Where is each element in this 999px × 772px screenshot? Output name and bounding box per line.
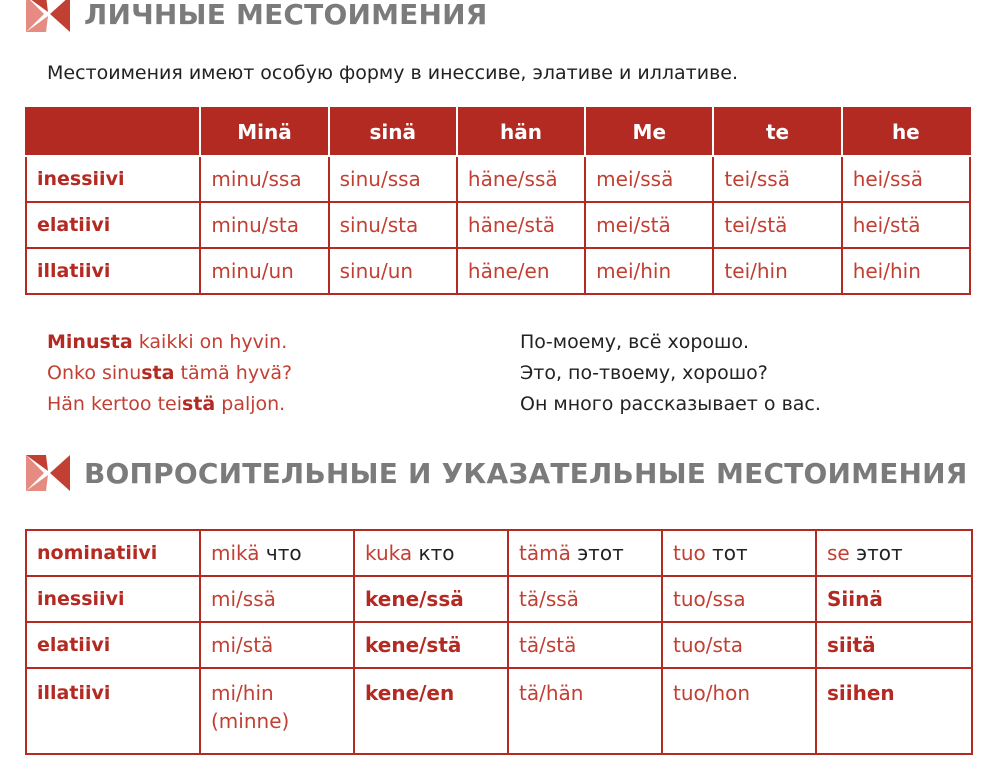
header-cell: sinä [329,108,457,156]
finnish-examples [47,327,292,420]
russian-word: кто [412,541,455,565]
table-cell: tuo/sta [662,622,816,668]
table-row [26,248,970,294]
example-part: Onko sinu [47,362,142,384]
table-row [26,668,972,754]
table-row [26,202,970,248]
table-cell: mei/hin [585,248,713,294]
table-cell: siihen [816,668,972,754]
section-heading-personal [24,0,488,34]
brand-x-logo-icon [24,0,72,34]
table-cell: minu/un [200,248,328,294]
table-cell: minu/ssa [200,156,328,202]
header-cell: he [842,108,970,156]
table-cell: tä/stä [508,622,662,668]
header-cell: te [713,108,841,156]
finnish-word: tämä [519,541,571,565]
brand-x-logo-icon [24,453,72,493]
table-cell [662,530,816,576]
table-cell: tuo/hon [662,668,816,754]
example-part: paljon. [215,393,286,415]
table-cell [816,530,972,576]
table-row [26,156,970,202]
example-part: Hän kertoo tei [47,393,182,415]
case-label: inessiivi [26,576,200,622]
table-cell: kene/stä [354,622,508,668]
example-part: tämä hyvä? [174,362,293,384]
example-line [47,358,292,389]
table-cell: hei/stä [842,202,970,248]
translation-line: Это, по-твоему, хорошо? [520,362,768,384]
russian-word: этот [849,541,903,565]
table-cell: mei/stä [585,202,713,248]
table-cell [508,530,662,576]
header-cell: hän [457,108,585,156]
header-cell [26,108,200,156]
table-cell: tä/ssä [508,576,662,622]
table-cell: sinu/ssa [329,156,457,202]
finnish-word: tuo [673,541,706,565]
table-cell: tei/hin [713,248,841,294]
case-label: illatiivi [26,668,200,754]
table-cell [200,530,354,576]
case-label: nominatiivi [26,530,200,576]
table-cell: mi/ssä [200,576,354,622]
example-ending: sta [141,362,175,384]
russian-word: этот [570,541,624,565]
table-cell: tä/hän [508,668,662,754]
header-cell: Me [585,108,713,156]
russian-translations [520,327,821,420]
table-row [26,530,972,576]
table-cell: tuo/ssa [662,576,816,622]
translation-line: По-моему, всё хорошо. [520,331,750,353]
finnish-word: mikä [211,541,260,565]
table-cell: mi/hin (minne) [200,668,354,754]
table-cell: häne/ssä [457,156,585,202]
table-cell: tei/ssä [713,156,841,202]
table-cell: hei/ssä [842,156,970,202]
intro-text: Местоимения имеют особую форму в инессиве, элативе и иллативе. [47,62,739,84]
table-cell: Siinä [816,576,972,622]
table-row [26,622,972,668]
table-cell: kene/en [354,668,508,754]
table-cell: siitä [816,622,972,668]
example-ending: stä [182,393,216,415]
example-part: kaikki on hyvin. [132,331,288,353]
table-cell: minu/sta [200,202,328,248]
case-label: illatiivi [26,248,200,294]
table-header-row [26,108,970,156]
section-title: ВОПРОСИТЕЛЬНЫЕ И УКАЗАТЕЛЬНЫЕ МЕСТОИМЕНИЯ [84,456,968,490]
russian-word: что [259,541,302,565]
case-label: inessiivi [26,156,200,202]
case-label: elatiivi [26,202,200,248]
table-cell: mi/stä [200,622,354,668]
header-cell: Minä [200,108,328,156]
personal-pronoun-table [25,107,971,295]
finnish-word: se [827,541,850,565]
table-cell: hei/hin [842,248,970,294]
table-cell [354,530,508,576]
table-cell: häne/en [457,248,585,294]
example-line [47,389,292,420]
table-cell: sinu/sta [329,202,457,248]
translation-line: Он много рассказывает о вас. [520,393,821,415]
table-cell: kene/ssä [354,576,508,622]
table-cell: tei/stä [713,202,841,248]
table-cell: sinu/un [329,248,457,294]
russian-word: тот [705,541,748,565]
section-title: ЛИЧНЫЕ МЕСТОИМЕНИЯ [84,0,488,31]
table-cell: häne/stä [457,202,585,248]
finnish-word: kuka [365,541,413,565]
example-ending: Minusta [47,331,133,353]
table-row [26,576,972,622]
case-label: elatiivi [26,622,200,668]
example-line [47,327,292,358]
table-cell: mei/ssä [585,156,713,202]
section-heading-interrogative [24,453,968,493]
interrogative-pronoun-table [25,529,973,755]
